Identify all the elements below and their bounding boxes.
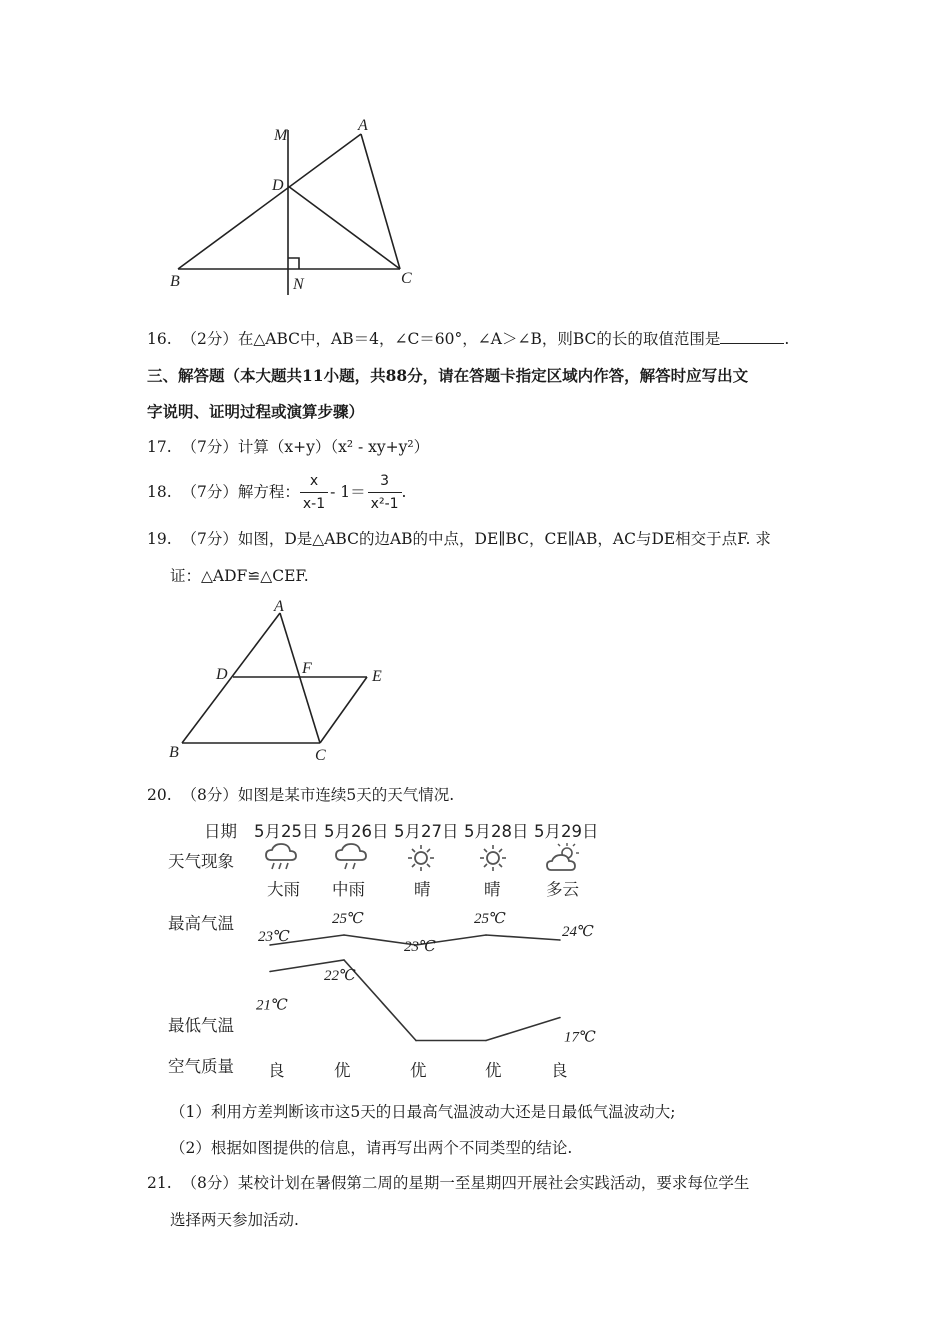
row-label-phenomenon: 天气现象 bbox=[168, 852, 234, 871]
partly-cloudy-icon bbox=[545, 842, 581, 874]
label-D: D bbox=[216, 666, 228, 683]
question-16-text: 16. （2分）在△ABC中，AB＝4，∠C＝60°，∠A＞∠B，则BC的长的取值范围是 bbox=[147, 330, 721, 348]
question-20-intro: 20. （8分）如图是某市连续5天的天气情况. bbox=[147, 786, 455, 804]
row-label-air: 空气质量 bbox=[168, 1057, 234, 1076]
row-label-high: 最高气温 bbox=[168, 914, 234, 933]
high-temp-label: 25℃ bbox=[332, 911, 364, 927]
question-21-line1: 21. （8分）某校计划在暑假第二周的星期一至星期四开展社会实践活动，要求每位学生 bbox=[147, 1174, 750, 1192]
sun-icon bbox=[478, 843, 508, 873]
low-temp-point bbox=[415, 1040, 417, 1042]
question-16 bbox=[147, 328, 789, 350]
triangle-figure-1 bbox=[160, 110, 430, 300]
weather-day-3: 晴 bbox=[414, 880, 431, 899]
air-day-5: 良 bbox=[551, 1061, 568, 1080]
high-temp-point bbox=[559, 939, 561, 941]
question-18 bbox=[147, 468, 406, 516]
parallelogram-figure-2 bbox=[160, 595, 400, 765]
question-18-period: . bbox=[401, 483, 407, 501]
row-label-date: 日期 bbox=[204, 822, 237, 841]
weather-day-2: 中雨 bbox=[332, 880, 365, 899]
question-16-period: . bbox=[784, 330, 790, 348]
label-B: B bbox=[169, 744, 179, 761]
label-M: M bbox=[274, 127, 288, 144]
high-temp-point bbox=[343, 934, 345, 936]
question-19-line1: 19. （7分）如图，D是△ABC的边AB的中点，DE∥BC，CE∥AB，AC与DE相交于点F. 求 bbox=[147, 530, 771, 548]
rain-cloud-icon bbox=[333, 842, 369, 872]
question-17 bbox=[147, 436, 429, 458]
high-temp-point bbox=[485, 934, 487, 936]
high-temp-label: 24℃ bbox=[562, 924, 594, 940]
question-18-text: （7分）解方程： bbox=[181, 483, 300, 501]
air-day-4: 优 bbox=[485, 1061, 502, 1080]
date-day-2: 5月26日 bbox=[324, 822, 389, 841]
rain-cloud-icon bbox=[263, 842, 299, 872]
label-C: C bbox=[401, 270, 412, 287]
label-A: A bbox=[274, 598, 284, 615]
low-temp-line bbox=[270, 960, 560, 1041]
fraction-2: $\frac{3}{\text{x²-1}}$ bbox=[368, 470, 402, 515]
low-temp-point bbox=[485, 1040, 487, 1042]
question-19-line2: 证：△ADF≌△CEF. bbox=[170, 567, 309, 585]
temperature-line-chart bbox=[240, 900, 620, 1050]
low-temp-point bbox=[269, 971, 271, 973]
section-3-header-line1: 三、解答题（本大题共11小题，共88分，请在答题卡指定区域内作答，解答时应写出文 bbox=[147, 366, 749, 385]
air-day-3: 优 bbox=[410, 1061, 427, 1080]
date-day-4: 5月28日 bbox=[464, 822, 529, 841]
low-temp-label: 22℃ bbox=[324, 968, 356, 984]
high-temp-label: 25℃ bbox=[474, 911, 506, 927]
sun-icon bbox=[406, 843, 436, 873]
label-N: N bbox=[293, 276, 304, 293]
low-temp-point bbox=[343, 959, 345, 961]
label-C: C bbox=[315, 747, 326, 764]
fraction-1: $\frac{x}{x-1}$ bbox=[300, 470, 328, 515]
weather-day-1: 大雨 bbox=[267, 880, 300, 899]
air-day-2: 优 bbox=[334, 1061, 351, 1080]
question-21-line2: 选择两天参加活动. bbox=[170, 1211, 299, 1229]
question-17-number: 17. bbox=[147, 438, 172, 456]
question-20-sub2: （2）根据如图提供的信息，请再写出两个不同类型的结论. bbox=[170, 1139, 573, 1157]
date-day-5: 5月29日 bbox=[534, 822, 599, 841]
low-temp-label: 21℃ bbox=[256, 997, 288, 1014]
answer-blank[interactable] bbox=[720, 329, 784, 344]
date-day-3: 5月27日 bbox=[394, 822, 459, 841]
equation-middle: - 1＝ bbox=[330, 483, 366, 501]
label-B: B bbox=[170, 273, 180, 290]
low-temp-point bbox=[559, 1017, 561, 1019]
label-E: E bbox=[372, 668, 382, 685]
question-20-sub1: （1）利用方差判断该市这5天的日最高气温波动大还是日最低气温波动大; bbox=[170, 1103, 676, 1121]
weather-day-5: 多云 bbox=[546, 880, 579, 899]
high-temp-label: 23℃ bbox=[258, 929, 290, 945]
air-day-1: 良 bbox=[268, 1061, 285, 1080]
section-3-header-line2: 字说明、证明过程或演算步骤） bbox=[147, 402, 365, 421]
label-A: A bbox=[358, 117, 368, 134]
label-F: F bbox=[302, 660, 312, 677]
label-D: D bbox=[272, 177, 284, 194]
question-17-text: （7分）计算（x+y）（x² - xy+y²） bbox=[181, 438, 430, 456]
weather-day-4: 晴 bbox=[484, 880, 501, 899]
low-temp-label: 17℃ bbox=[564, 1029, 596, 1046]
row-label-low: 最低气温 bbox=[168, 1016, 234, 1035]
question-18-number: 18. bbox=[147, 483, 172, 501]
date-day-1: 5月25日 bbox=[254, 822, 319, 841]
high-temp-label: 23℃ bbox=[404, 939, 436, 955]
